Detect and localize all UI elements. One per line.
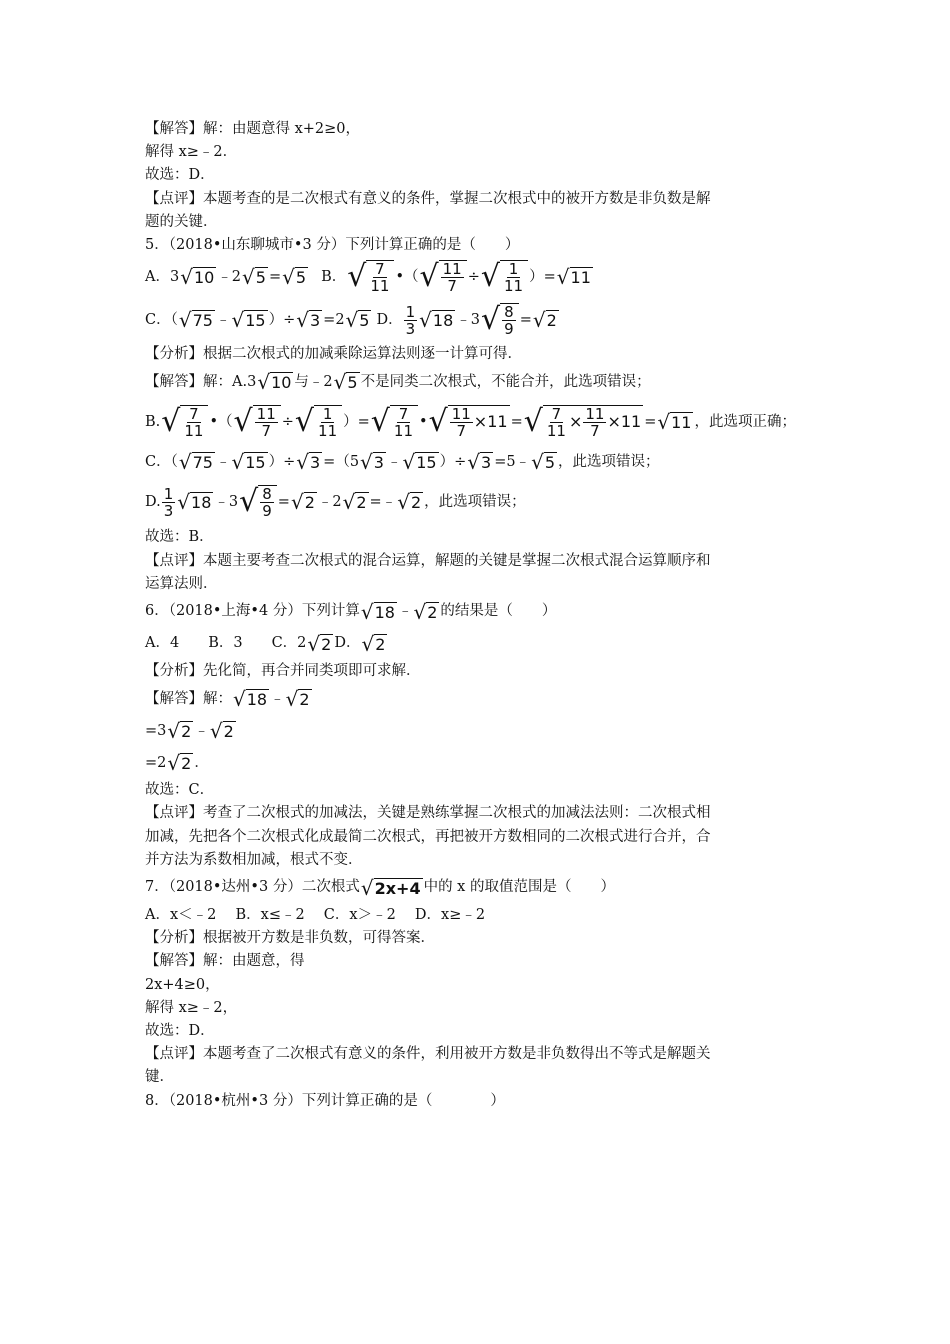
q6-answer-line1: 【解答】解： √ 18 ﹣ √ 2 — [145, 687, 310, 712]
sqrt-frac-7-11: √ $\frac{7}{11}$ — [347, 260, 394, 294]
q5-options-cd: C．（ √ 75 ﹣ √ 15 ）÷ √ 3 =2 √ 5 D． $\frac{1}{3}$ √ 18 ﹣3 √ $\frac{8}{9}$ = √ 2 — [145, 302, 557, 339]
sqrt-2: √ 2 — [307, 632, 332, 657]
text-line: 2x+4≥0， — [145, 976, 220, 993]
text-line: 【解答】解：由题意得 x+2≥0， — [145, 121, 361, 137]
sqrt-11: √ 11 — [556, 265, 591, 290]
text-line: 【点评】本题考查的是二次根式有意义的条件，掌握二次根式中的被开方数是非负数是解 — [145, 190, 711, 207]
question-7-title: 7．（2018•达州•3 分）二次根式 √ 2x+4 中的 x 的取值范围是（ ） — [145, 876, 615, 901]
text-line: 并方法为系数相加减，根式不变． — [145, 851, 363, 868]
text-line: 故选：C． — [145, 782, 215, 799]
sqrt-frac-8-9: √ $\frac{8}{9}$ — [239, 485, 277, 519]
text-line: 解得 x≥﹣2． — [145, 144, 238, 161]
sqrt-product: √ $\frac{7}{11}$ × $\frac{11}{7}$ ×11 — [523, 404, 642, 441]
sqrt-15: √ 15 — [231, 308, 266, 333]
sqrt-3: √ 3 — [296, 308, 321, 333]
sqrt-2: √ 2 — [413, 600, 438, 625]
sqrt-5: √ 5 — [242, 265, 266, 290]
sqrt-3: √ 3 — [360, 450, 384, 475]
text-line: 【分析】根据二次根式的加减乘除运算法则逐一计算可得． — [145, 346, 522, 363]
sqrt-11: √ 11 — [657, 410, 692, 435]
sqrt-18: √ 18 — [233, 687, 268, 712]
sqrt-18: √ 18 — [419, 308, 454, 333]
text-line: 故选：B． — [145, 529, 214, 546]
answer-d-line: D. $\frac{1}{3}$ √ 18 ﹣3 √ $\frac{8}{9}$ = √ 2 ﹣2 √ 2 =﹣ √ 2 ，此选项错误； — [145, 484, 526, 521]
sqrt-18: √ 18 — [360, 600, 395, 625]
sqrt-frac-7-11: √ $\frac{7}{11}$ — [371, 405, 418, 439]
text-line: 题的关键． — [145, 213, 218, 230]
question-6-title: 6．（2018•上海•4 分）下列计算 √ 18 ﹣ √ 2 的结果是（ ） — [145, 600, 557, 625]
sqrt-3: √ 3 — [467, 450, 492, 475]
sqrt-frac-11-7: √ $\frac{11}{7}$ — [420, 260, 467, 294]
text-line: 【点评】本题主要考查二次根式的混合运算，解题的关键是掌握二次根式混合运算顺序和 — [145, 552, 711, 569]
sqrt-75: √ 75 — [178, 450, 213, 475]
fraction-1-3: $\frac{1}{3}$ — [405, 302, 416, 338]
q7-options: A．x＜﹣2 B．x≤﹣2 C．x＞﹣2 D．x≥﹣2 — [145, 907, 486, 924]
q6-answer-line2: =3 √ 2 ﹣ √ 2 — [145, 719, 234, 744]
sqrt-15: √ 15 — [231, 450, 266, 475]
option-b-label: B． — [321, 268, 347, 285]
sqrt-2x-plus-4: √ 2x+4 — [360, 876, 421, 901]
sqrt-2: √ 2 — [361, 632, 386, 657]
sqrt-18: √ 18 — [177, 490, 212, 515]
sqrt-frac-1-11: √ $\frac{1}{11}$ — [481, 260, 528, 294]
text-line: 解得 x≥﹣2， — [145, 999, 238, 1016]
sqrt-frac-11-7: √ $\frac{11}{7}$ — [234, 405, 281, 439]
text-line: 故选：D． — [145, 1023, 215, 1040]
sqrt-2: √ 2 — [209, 719, 234, 744]
text-line: 【解答】解：由题意，得 — [145, 953, 305, 970]
text-line: 【分析】根据被开方数是非负数，可得答案． — [145, 930, 435, 947]
document-page — [145, 118, 810, 1113]
text-line: 【分析】先化简，再合并同类项即可求解． — [145, 663, 421, 680]
sqrt-2: √ 2 — [532, 308, 557, 333]
text-line: 故选：D． — [145, 167, 215, 184]
text-line: 加减，先把各个二次根式化成最简二次根式，再把被开方数相同的二次根式进行合并，合 — [145, 828, 711, 845]
sqrt-10: √ 10 — [257, 370, 292, 395]
option-a-label: A．3 — [145, 268, 180, 285]
sqrt-75: √ 75 — [178, 308, 213, 333]
question-8-title: 8．（2018•杭州•3 分）下列计算正确的是（ ） — [145, 1092, 505, 1109]
q5-options-ab: A．3 √ 10 ﹣2 √ 5 = √ 5 B． √ $\frac{7}{11}$ • （ √ $\frac{11}{7}$ ÷ √ $\frac{1}{11}$ ）= √ 11 — [145, 259, 591, 296]
text-line: 键． — [145, 1069, 174, 1086]
q6-options: A．4 B．3 C．2 √ 2 D． √ 2 — [145, 632, 386, 657]
fraction-1-3: $\frac{1}{3}$ — [163, 484, 174, 520]
sqrt-2: √ 2 — [285, 687, 310, 712]
question-5-title: 5．（2018•山东聊城市•3 分）下列计算正确的是（ ） — [145, 237, 520, 254]
answer-a-line: 【解答】解：A.3 √ 10 与﹣2 √ 5 不是同类二次根式，不能合并，此选项错误； — [145, 370, 651, 395]
option-c-label: C．（ — [145, 311, 178, 328]
sqrt-2: √ 2 — [397, 490, 422, 515]
sqrt-5: √ 5 — [345, 308, 370, 333]
option-d-label: D． — [376, 311, 403, 328]
sqrt-2: √ 2 — [290, 490, 315, 515]
sqrt-frac-7-11: √ $\frac{7}{11}$ — [161, 405, 208, 439]
text-line: 【点评】本题考查了二次根式有意义的条件，利用被开方数是非负数得出不等式是解题关 — [145, 1046, 711, 1063]
sqrt-5: √ 5 — [282, 265, 307, 290]
text-line: 运算法则． — [145, 575, 218, 592]
sqrt-2: √ 2 — [167, 751, 192, 776]
q6-answer-line3: =2 √ 2 ． — [145, 751, 209, 776]
sqrt-frac-8-9: √ $\frac{8}{9}$ — [481, 303, 519, 337]
text-line: 【点评】考查了二次根式的加减法，关键是熟练掌握二次根式的加减法法则：二次根式相 — [145, 805, 711, 822]
sqrt-10: √ 10 — [180, 265, 215, 290]
sqrt-5: √ 5 — [531, 450, 555, 475]
sqrt-2: √ 2 — [342, 490, 367, 515]
sqrt-3: √ 3 — [296, 450, 321, 475]
sqrt-frac-1-11: √ $\frac{1}{11}$ — [295, 405, 342, 439]
sqrt-5: √ 5 — [333, 370, 358, 395]
sqrt-frac-11-7-times-11: √ $\frac{11}{7}$ ×11 — [428, 404, 508, 441]
sqrt-2: √ 2 — [167, 719, 192, 744]
answer-b-line: B. √ $\frac{7}{11}$ • （ √ $\frac{11}{7}$ ÷ √ $\frac{1}{11}$ ）= √ $\frac{7}{11}$ • √ $\frac{11}{7}$ ×11 = √ $\frac{7}{11}$ × $\frac{11}{7}$ ×11 = √ 11 ，此选项正确； — [145, 404, 796, 441]
sqrt-15: √ 15 — [402, 450, 437, 475]
answer-c-line: C．（ √ 75 ﹣ √ 15 ）÷ √ 3 =（5 √ 3 ﹣ √ 15 ）÷ √ 3 =5﹣ √ 5 ，此选项错误； — [145, 450, 660, 475]
